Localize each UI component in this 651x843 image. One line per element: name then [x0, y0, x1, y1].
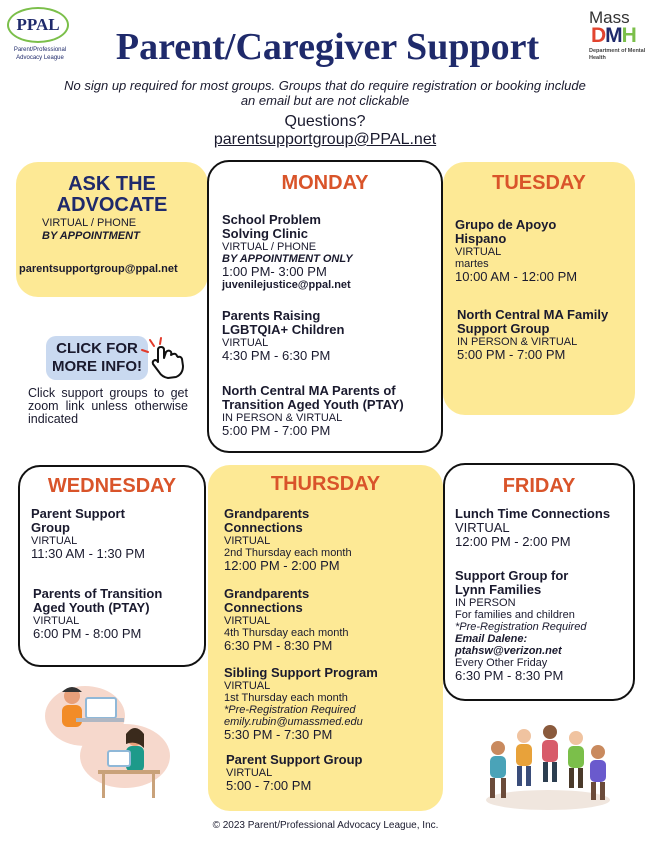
footer-copyright: © 2023 Parent/Professional Advocacy League, Inc. — [212, 820, 439, 831]
group-mode: IN PERSON & VIRTUAL — [222, 412, 343, 424]
group-time: 6:00 PM - 8:00 PM — [33, 626, 142, 641]
friday-entry[interactable] — [455, 507, 635, 549]
pointer-hand-icon — [140, 336, 194, 380]
group-schedule: Every Other Friday — [455, 657, 548, 669]
monday-title: MONDAY — [281, 172, 369, 194]
group-mode: VIRTUAL — [33, 615, 80, 627]
dmh-letter-d: D — [591, 24, 606, 47]
group-mode: VIRTUAL — [226, 767, 273, 779]
monday-entry[interactable] — [222, 384, 432, 438]
dmh-logo-letters — [591, 24, 636, 48]
group-name: North Central MA Parents of Transition Aged Youth (PTAY) — [222, 383, 404, 412]
ppal-logo — [5, 5, 75, 70]
questions-block — [150, 113, 500, 149]
group-time: 11:30 AM - 1:30 PM — [31, 546, 145, 561]
group-email: ptahsw@verizon.net — [455, 645, 562, 657]
ppal-logo-mark: PPAL — [7, 7, 69, 43]
friday-box — [443, 463, 635, 701]
group-time: 6:30 PM - 8:30 PM — [455, 668, 564, 683]
group-time: 1:00 PM- 3:00 PM — [222, 264, 327, 279]
dmh-logo-mass: Mass — [589, 8, 630, 27]
thursday-entry[interactable] — [224, 507, 434, 573]
group-time: 5:00 - 7:00 PM — [226, 778, 312, 793]
group-email: juvenilejustice@ppal.net — [222, 279, 351, 291]
group-name: Grandparents Connections — [224, 506, 310, 535]
group-time: 5:30 PM - 7:30 PM — [224, 727, 333, 742]
group-mode: VIRTUAL — [222, 337, 269, 349]
support-group-illustration — [480, 718, 615, 813]
tuesday-entry[interactable] — [455, 218, 630, 284]
wednesday-title: WEDNESDAY — [47, 475, 177, 497]
group-note: *Pre-Registration Required — [455, 621, 587, 633]
monday-box — [207, 160, 443, 453]
group-email-label: Email Dalene: — [455, 633, 528, 645]
group-mode: VIRTUAL — [455, 246, 502, 258]
group-name: Parents of Transition Aged Youth (PTAY) — [33, 586, 163, 615]
group-name: Parents Raising LGBTQIA+ Children — [222, 308, 345, 337]
group-time: 12:00 PM - 2:00 PM — [224, 558, 340, 573]
dmh-logo-subtitle: Department of Mental Health — [589, 48, 646, 61]
thursday-entry[interactable] — [224, 587, 434, 653]
page-title: Parent/Caregiver Support — [115, 26, 540, 68]
group-name: Sibling Support Program — [224, 665, 378, 680]
ask-advocate-title: ASK THE ADVOCATE — [56, 173, 168, 216]
group-note: BY APPOINTMENT ONLY — [222, 253, 353, 265]
friday-title: FRIDAY — [502, 475, 576, 497]
group-mode: VIRTUAL — [224, 535, 271, 547]
ask-advocate-appointment: BY APPOINTMENT — [42, 230, 140, 242]
friday-entry[interactable] — [455, 569, 630, 683]
group-mode: VIRTUAL — [224, 615, 271, 627]
group-time: 10:00 AM - 12:00 PM — [455, 269, 578, 284]
tuesday-box — [443, 162, 635, 415]
tuesday-entry[interactable] — [457, 308, 632, 362]
dmh-logo — [583, 8, 649, 68]
group-mode: IN PERSON — [455, 597, 516, 609]
group-note: *Pre-Registration Required — [224, 704, 356, 716]
click-for-more-info-button[interactable]: CLICK FOR MORE INFO! — [46, 336, 148, 380]
group-mode: VIRTUAL — [455, 520, 510, 535]
thursday-title: THURSDAY — [270, 473, 381, 495]
group-time: 5:00 PM - 7:00 PM — [222, 423, 331, 438]
monday-entry[interactable] — [222, 213, 437, 291]
questions-email[interactable]: parentsupportgroup@PPAL.net — [213, 131, 437, 148]
ask-advocate-box — [16, 162, 208, 297]
dmh-letter-h: H — [621, 24, 636, 47]
group-time: 4:30 PM - 6:30 PM — [222, 348, 331, 363]
group-name: Lunch Time Connections — [455, 506, 611, 521]
intro-text: No sign up required for most groups. Groups that do require registration or booking include an email but are not clickable — [64, 78, 586, 108]
video-call-illustration — [40, 678, 175, 803]
group-mode: VIRTUAL — [224, 680, 271, 692]
thursday-entry[interactable] — [226, 753, 436, 793]
wednesday-box — [18, 465, 206, 667]
ask-advocate-email: parentsupportgroup@ppal.net — [19, 263, 178, 275]
group-schedule: 2nd Thursday each month — [224, 547, 352, 559]
wednesday-entry[interactable] — [31, 507, 191, 561]
wednesday-entry[interactable] — [33, 587, 198, 641]
group-day: martes — [455, 258, 489, 270]
group-time: 5:00 PM - 7:00 PM — [457, 347, 566, 362]
thursday-box — [208, 465, 443, 811]
group-mode: VIRTUAL — [31, 535, 78, 547]
group-audience: For families and children — [455, 609, 575, 621]
group-schedule: 1st Thursday each month — [224, 692, 348, 704]
group-email: emily.rubin@umassmed.edu — [224, 716, 363, 728]
monday-entry[interactable] — [222, 309, 437, 363]
ppal-logo-subtitle: Parent/Professional Advocacy League — [13, 47, 67, 61]
group-mode: IN PERSON & VIRTUAL — [457, 336, 578, 348]
group-name: Parent Support Group — [31, 506, 125, 535]
tuesday-title: TUESDAY — [492, 172, 586, 194]
group-schedule: 4th Thursday each month — [224, 627, 349, 639]
group-name: Grupo de Apoyo Hispano — [455, 217, 557, 246]
group-name: Support Group for Lynn Families — [455, 568, 569, 597]
group-mode: VIRTUAL / PHONE — [222, 241, 317, 253]
group-time: 12:00 PM - 2:00 PM — [455, 534, 571, 549]
click-note-text: Click support groups to get zoom link unless otherwise indicated — [28, 386, 188, 426]
group-time: 6:30 PM - 8:30 PM — [224, 638, 333, 653]
group-name: School Problem Solving Clinic — [222, 212, 321, 241]
ask-advocate-mode: VIRTUAL / PHONE — [42, 217, 137, 229]
group-name: Parent Support Group — [226, 752, 363, 767]
group-name: Grandparents Connections — [224, 586, 310, 615]
questions-label: Questions? — [284, 113, 366, 130]
thursday-entry[interactable] — [224, 666, 439, 742]
dmh-letter-m: M — [605, 24, 622, 47]
group-name: North Central MA Family Support Group — [457, 307, 609, 336]
